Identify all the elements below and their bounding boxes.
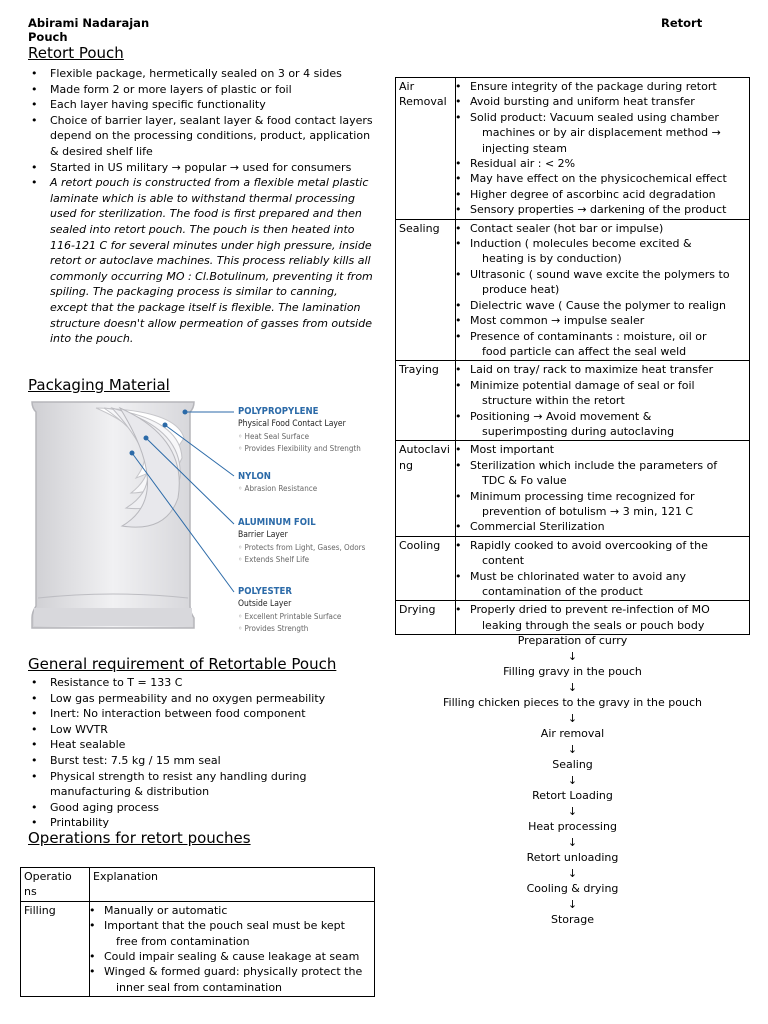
layer-polyester-point: ◦ Provides Strength xyxy=(238,624,309,633)
list-item: • Presence of contaminants : moisture, oil or food particle can affect the seal weld xyxy=(459,329,746,360)
layer-polyester-sub: Outside Layer xyxy=(238,599,292,609)
list-item: • Dielectric wave ( Cause the polymer to realign xyxy=(459,298,746,313)
operation-name: Air Removal xyxy=(396,78,456,220)
cooling-points xyxy=(459,538,746,600)
list-item: • Low gas permeability and no oxygen permeability xyxy=(28,691,373,707)
author-name: Abirami Nadarajan xyxy=(28,16,150,30)
layer-aluminum-point: ◦ Extends Shelf Life xyxy=(238,555,310,564)
list-item: • Manually or automatic xyxy=(93,903,371,918)
down-arrow-icon: ↓ xyxy=(567,835,578,849)
list-item: • Important that the pouch seal must be kept free from contamination xyxy=(93,918,371,949)
layer-polyester-point: ◦ Excellent Printable Surface xyxy=(238,612,342,621)
flow-step: Retort Loading xyxy=(532,789,613,802)
retort-pouch-title: Retort Pouch xyxy=(28,44,124,62)
operation-name: Traying xyxy=(396,361,456,441)
list-item: • Laid on tray/ rack to maximize heat transfer xyxy=(459,362,746,377)
operation-explanation xyxy=(456,441,750,536)
drying-points xyxy=(459,602,746,633)
list-item: • Residual air : < 2% xyxy=(459,156,746,171)
flow-step: Retort unloading xyxy=(526,851,619,864)
operations-table-left xyxy=(20,867,375,997)
definition-paragraph: • A retort pouch is constructed from a flexible metal plastic laminate which is able to withstand thermal processing used for sterilization. The food is first prepared and then sealed into retort pouch. The pouch is then heated into 116-121 C for several minutes under high pressure, inside retort or autoclave machines. This process reliably kills all commonly occurring MO : Cl.Botulinum, preventing it from spiling. The packaging process is similar to canning, except that the package itself is flexible. The lamination structure doesn't allow permeation of gasses from outside into the pouch. xyxy=(28,175,373,347)
pouch-illustration xyxy=(26,398,372,644)
filling-points xyxy=(93,903,371,995)
list-item: • Made form 2 or more layers of plastic or foil xyxy=(28,82,373,98)
table-header-explanation: Explanation xyxy=(90,868,375,902)
list-item: • Higher degree of ascorbinc acid degradation xyxy=(459,187,746,202)
header-pouch: Pouch xyxy=(28,30,68,44)
down-arrow-icon: ↓ xyxy=(567,866,578,880)
layer-nylon-point: ◦ Abrasion Resistance xyxy=(238,484,318,493)
table-row xyxy=(396,601,750,635)
list-item: • Resistance to T = 133 C xyxy=(28,675,373,691)
list-item: • Printability xyxy=(28,815,373,831)
layer-polypropylene-point: ◦ Provides Flexibility and Strength xyxy=(238,444,361,453)
flow-step: Filling gravy in the pouch xyxy=(503,665,642,678)
operation-explanation xyxy=(456,601,750,635)
requirement-list xyxy=(28,675,373,831)
list-item: • Started in US military → popular → used for consumers xyxy=(28,160,373,176)
list-item: • Heat sealable xyxy=(28,737,373,753)
list-item: • Physical strength to resist any handling during manufacturing & distribution xyxy=(28,769,373,800)
pouch-layer-diagram xyxy=(26,398,372,644)
list-item: • Most common → impulse sealer xyxy=(459,313,746,328)
flow-step: Storage xyxy=(550,913,595,926)
operation-explanation xyxy=(90,901,375,996)
list-item: • Minimize potential damage of seal or foil structure within the retort xyxy=(459,378,746,409)
operation-name: Autoclavi ng xyxy=(396,441,456,536)
packaging-material-title: Packaging Material xyxy=(28,376,170,394)
list-item: • Contact sealer (hot bar or impulse) xyxy=(459,221,746,236)
operation-name: Cooling xyxy=(396,536,456,601)
down-arrow-icon: ↓ xyxy=(567,897,578,911)
autoclaving-points xyxy=(459,442,746,534)
list-item: • Could impair sealing & cause leakage at seam xyxy=(93,949,371,964)
header-retort: Retort xyxy=(661,16,703,30)
operation-explanation xyxy=(456,536,750,601)
list-item: • Sterilization which include the parameters of TDC & Fo value xyxy=(459,458,746,489)
list-item: • Each layer having specific functionality xyxy=(28,97,373,113)
general-requirement-title: General requirement of Retortable Pouch xyxy=(28,655,337,673)
list-item: • Minimum processing time recognized for prevention of botulism → 3 min, 121 C xyxy=(459,489,746,520)
layer-aluminum-sub: Barrier Layer xyxy=(238,530,288,540)
operation-explanation xyxy=(456,361,750,441)
table-row xyxy=(396,441,750,536)
list-item: • Commercial Sterilization xyxy=(459,519,746,534)
list-item: • Solid product: Vacuum sealed using chamber machines or by air displacement method → injecting steam xyxy=(459,110,746,156)
flow-step: Heat processing xyxy=(528,820,617,833)
flow-step: Filling chicken pieces to the gravy in the pouch xyxy=(442,696,702,709)
list-item: • Inert: No interaction between food component xyxy=(28,706,373,722)
table-row xyxy=(21,868,375,902)
operations-table-right xyxy=(395,77,750,635)
layer-polyester-name: POLYESTER xyxy=(238,586,292,597)
list-item: • Must be chlorinated water to avoid any contamination of the product xyxy=(459,569,746,600)
list-item: • Flexible package, hermetically sealed on 3 or 4 sides xyxy=(28,66,373,82)
flow-step: Sealing xyxy=(552,758,593,771)
operation-name: Filling xyxy=(21,901,90,996)
table-row xyxy=(396,361,750,441)
list-item: • Positioning → Avoid movement & superimposting during autoclaving xyxy=(459,409,746,440)
layer-polypropylene-name: POLYPROPYLENE xyxy=(238,406,319,417)
operation-explanation xyxy=(456,78,750,220)
list-item: • Ultrasonic ( sound wave excite the polymers to produce heat) xyxy=(459,267,746,298)
list-item: • Rapidly cooked to avoid overcooking of the content xyxy=(459,538,746,569)
list-item: • Winged & formed guard: physically protect the inner seal from contamination xyxy=(93,964,371,995)
down-arrow-icon: ↓ xyxy=(567,804,578,818)
list-item: • May have effect on the physicochemical effect xyxy=(459,171,746,186)
table-row xyxy=(21,901,375,996)
layer-polypropylene-point: ◦ Heat Seal Surface xyxy=(238,432,310,441)
operation-name: Sealing xyxy=(396,219,456,361)
operation-name: Drying xyxy=(396,601,456,635)
retort-pouch-list xyxy=(28,66,373,347)
down-arrow-icon: ↓ xyxy=(567,711,578,725)
flow-step: Preparation of curry xyxy=(517,634,628,647)
process-flow xyxy=(395,633,750,928)
list-item: • Induction ( molecules become excited & heating is by conduction) xyxy=(459,236,746,267)
down-arrow-icon: ↓ xyxy=(567,680,578,694)
list-item: • Sensory properties → darkening of the product xyxy=(459,202,746,217)
list-item: • Ensure integrity of the package during retort xyxy=(459,79,746,94)
list-item: • Low WVTR xyxy=(28,722,373,738)
traying-points xyxy=(459,362,746,439)
flow-step: Cooling & drying xyxy=(526,882,619,895)
down-arrow-icon: ↓ xyxy=(567,742,578,756)
layer-nylon-name: NYLON xyxy=(238,471,271,482)
list-item: • Properly dried to prevent re-infection of MO leaking through the seals or pouch body xyxy=(459,602,746,633)
list-item: • Choice of barrier layer, sealant layer & food contact layers depend on the processing conditions, product, application & desired shelf life xyxy=(28,113,373,160)
sealing-points xyxy=(459,221,746,360)
list-item: • Most important xyxy=(459,442,746,457)
down-arrow-icon: ↓ xyxy=(567,773,578,787)
layer-polypropylene-sub: Physical Food Contact Layer xyxy=(238,419,346,429)
layer-aluminum-name: ALUMINUM FOIL xyxy=(238,517,316,528)
operation-explanation xyxy=(456,219,750,361)
author-header xyxy=(28,16,149,44)
layer-aluminum-point: ◦ Protects from Light, Gases, Odors xyxy=(238,543,366,552)
operations-title: Operations for retort pouches xyxy=(28,829,251,847)
table-header-operation: Operatio ns xyxy=(21,868,90,902)
list-item: • Burst test: 7.5 kg / 15 mm seal xyxy=(28,753,373,769)
flow-step: Air removal xyxy=(540,727,605,740)
list-item: • Avoid bursting and uniform heat transfer xyxy=(459,94,746,109)
table-row xyxy=(396,219,750,361)
list-item: • Good aging process xyxy=(28,800,373,816)
air-removal-points xyxy=(459,79,746,218)
table-row xyxy=(396,78,750,220)
table-row xyxy=(396,536,750,601)
down-arrow-icon: ↓ xyxy=(567,649,578,663)
